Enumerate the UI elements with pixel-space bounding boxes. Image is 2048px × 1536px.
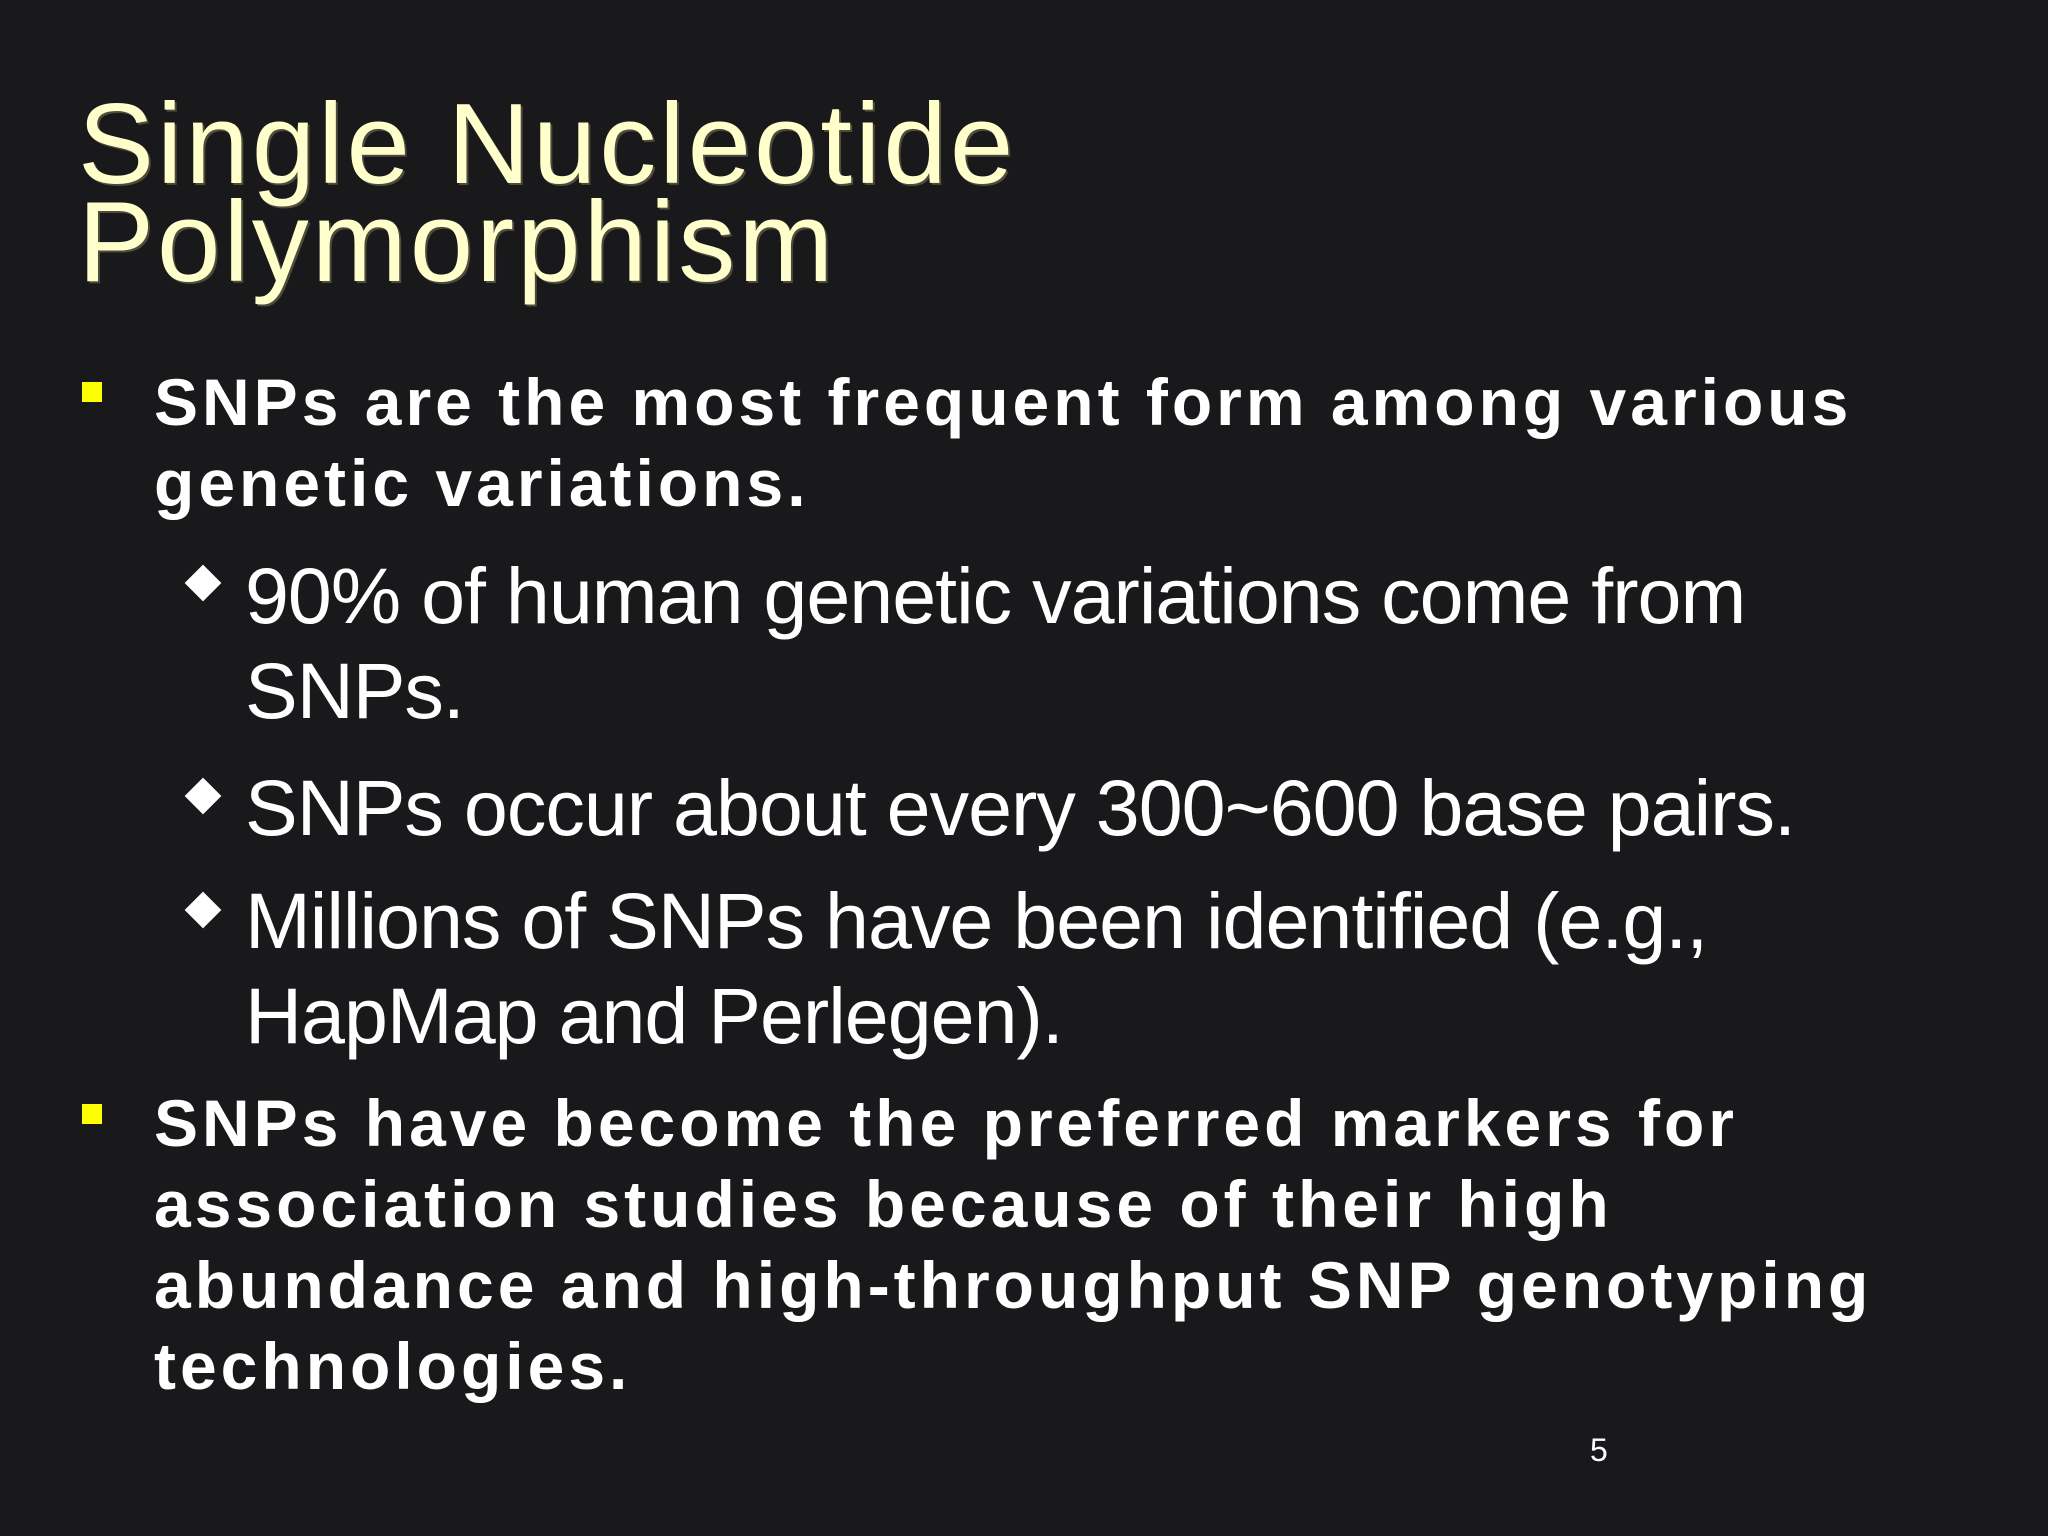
bullet-2 (154, 1083, 1872, 1407)
sub-bullet-3-line-1: Millions of SNPs have been identified (e.g., (245, 876, 1708, 965)
slide-title-line-1: Single Nucleotide (78, 81, 1017, 208)
bullet-1-line-2: genetic variations. (154, 446, 810, 520)
yellow-square-icon (82, 1104, 102, 1124)
white-diamond-icon (185, 565, 222, 602)
bullet-2-line-4: technologies. (154, 1329, 632, 1403)
white-diamond-icon (185, 892, 222, 929)
sub-bullet-1-line-1: 90% of human genetic variations come from (245, 551, 1746, 640)
page-number: 5 (1590, 1432, 1608, 1468)
white-diamond-icon (185, 778, 222, 815)
sub-bullet-3 (245, 873, 1707, 1063)
bullet-2-line-3: abundance and high-throughput SNP genotyping (154, 1248, 1873, 1322)
sub-bullet-2-line-1: SNPs occur about every 300~600 base pairs. (245, 763, 1795, 852)
bullet-2-line-2: association studies because of their high (154, 1167, 1613, 1241)
sub-bullet-1-line-2: SNPs. (245, 646, 464, 735)
bullet-2-line-1: SNPs have become the preferred markers for (154, 1086, 1738, 1160)
sub-bullet-2 (245, 760, 1795, 855)
sub-bullet-3-line-2: HapMap and Perlegen). (245, 971, 1063, 1060)
yellow-square-icon (82, 382, 102, 402)
bullet-1-line-1: SNPs are the most frequent form among various (154, 365, 1853, 439)
bullet-1 (154, 362, 1852, 524)
sub-bullet-1 (245, 548, 1745, 738)
slide-title (78, 81, 1017, 306)
slide-title-line-2: Polymorphism (78, 179, 837, 306)
